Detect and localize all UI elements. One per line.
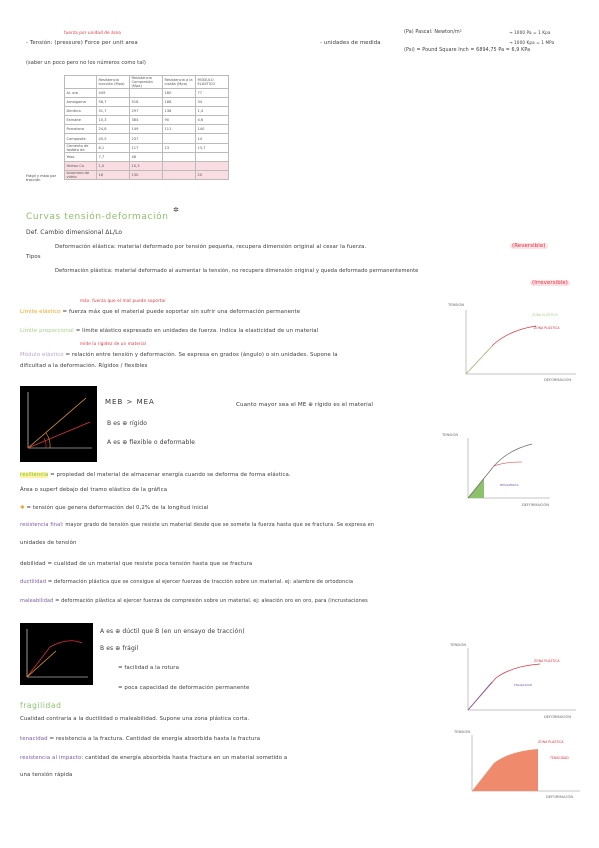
table-cell (130, 89, 163, 98)
deformacion-elastica: Deformación elástica: material deformado por tensión pequeña, recupera dimensión original al cesar la fuerza. (55, 244, 367, 250)
table-cell (196, 152, 229, 161)
table-cell: 149 (130, 125, 163, 134)
table-cell: 10,3 (97, 116, 130, 125)
table-cell: 130 (130, 170, 163, 179)
table-row (65, 143, 229, 152)
resistencia-impacto: resistencia al impacto: cantidad de energía absorbida hasta fractura en un material sometido a (20, 755, 288, 761)
maleabilidad: maleabilidad = deformación plástica al ejercer fuerzas de compresión sobre un material. ej: aleación oro en oro, para (incrustaciones (20, 598, 368, 604)
table-cell: 140 (196, 125, 229, 134)
limite-proporcional: Límite proporcional = límite elástico expresado en unidades de fuerza. Indica la elasticidad de un material (20, 328, 319, 334)
table-cell: Porcelana (65, 125, 97, 134)
debilidad: debilidad = cualidad de un material que resiste poca tensión hasta que se fractura (20, 561, 253, 567)
mide-note: mide la rigidez de un material (80, 341, 147, 346)
graph4-zona-plastica: ZONA PLÁSTICA (538, 740, 564, 744)
graph2-xlabel: DEFORMACIÓN (522, 503, 550, 507)
table-cell: 297 (130, 107, 163, 116)
a-flexible: A es ⊕ flexible o deformable (107, 439, 196, 446)
table-row (65, 98, 229, 107)
table-cell: 16 (97, 170, 130, 179)
curve-b (27, 651, 56, 677)
table-row (65, 134, 229, 143)
table-cell (163, 134, 196, 143)
table-cell: Composite (65, 134, 97, 143)
graph3-ylabel: TENSIÓN (450, 643, 467, 647)
table-cell (163, 170, 196, 179)
conversion-2: → 1000 Kpa = 1 MPa (509, 40, 555, 45)
resistencia-impacto-2: una tensión rápida (20, 772, 73, 778)
a-ductil: A es ⊕ dúctil que B (en un ensayo de tracción) (100, 628, 245, 635)
modulo-elastico: Módulo elástico = relación entre tensión y deformación. Se expresa en grados (ángulo) o sin unidades. Supone la (20, 352, 338, 358)
tension-genera: ✱ = tensión que genera deformación del 0,2% de la longitud inicial (20, 505, 209, 511)
facilidad-rotura: = facilidad a la rotura (118, 665, 180, 671)
table-cell: Dentina (65, 107, 97, 116)
table-row (65, 125, 229, 134)
table-cell: 56,7 (97, 98, 130, 107)
table-cell: 34 (196, 98, 229, 107)
tenacidad: tenacidad = resistencia a la fractura. Cantidad de energía absorbida hasta la fractura (20, 736, 261, 742)
table-cell: 180 (163, 89, 196, 98)
angle-diagram (20, 386, 97, 462)
table-row (65, 89, 229, 98)
table-cell: Yeso (65, 152, 97, 161)
units-psi: (Psi) = Pound Square Inch = 6894,75 Pa = 6,9 KPa (404, 48, 531, 53)
graph-resiliencia (442, 430, 592, 508)
table-cell: Amalgama (65, 98, 97, 107)
weight-note: (saber un poco pero no los números como tal) (26, 60, 146, 66)
table-cell: 111 (163, 125, 196, 134)
fragilidad-title: fragilidad (20, 701, 62, 710)
ductilidad: ductilidad = deformación plástica que se consigue al ejercer fuerzas de tracción sobre un material. ej: alambre de ortodoncia (20, 579, 354, 585)
table-header-cell (65, 76, 97, 89)
table-header-cell: Resistencia Compresión (Mpa) (130, 76, 163, 89)
graph1-xlabel: DEFORMACIÓN (544, 378, 572, 382)
table-cell: 48 (130, 152, 163, 161)
graph4-ylabel: TENSIÓN (454, 730, 471, 734)
graph2-resiliencia: RESILIENCIA (500, 483, 519, 487)
table-header-cell: MÓDULO ELÁSTICO (196, 76, 229, 89)
table-row (65, 107, 229, 116)
table-cell: Esmalte (65, 116, 97, 125)
resiliencia: resiliencia = propiedad del material de almacenar energía cuando se deforma de forma elástica. (20, 472, 291, 478)
meb-mea: MEB > MEA (105, 398, 155, 406)
table-cell: 90 (163, 116, 196, 125)
materials-table (64, 75, 229, 180)
graph1-zona-elastica: ZONA ELÁSTICA (532, 313, 558, 317)
table-cell: 188 (163, 98, 196, 107)
graph4-tenacidad: TENACIDAD (550, 756, 569, 760)
ductility-figure (20, 623, 93, 685)
table-cell: Cemento de fosfato de (65, 143, 97, 152)
graph-fragilidad (448, 640, 582, 724)
table-cell (196, 161, 229, 170)
table-cell: 1,4 (196, 107, 229, 116)
graph3-fragilidad: FRAGILIDAD (514, 683, 533, 687)
table-cell: 117 (130, 143, 163, 152)
ductility-diagram (20, 623, 93, 685)
table-cell: 8,1 (97, 143, 130, 152)
table-row (65, 170, 229, 179)
irreversible-badge: (Irreversible) (532, 280, 568, 286)
table-header-cell: Resistencia a la cizalla (Mpa) (163, 76, 196, 89)
table-side-note: Frágil y malo por tracción (26, 174, 57, 182)
table-cell: 51,7 (97, 107, 130, 116)
table-cell: 518 (130, 98, 163, 107)
cuanto-mayor: Cuanto mayor sea el ME ⊕ rígido es el material (236, 402, 374, 408)
doodle-icon: ✲ (173, 206, 179, 214)
table-cell: 4,6 (196, 116, 229, 125)
table-cell: 237 (130, 134, 163, 143)
graph4-xlabel: DEFORMACIÓN (546, 795, 574, 799)
resistencia-final-2: unidades de tensión (20, 540, 77, 546)
tension-definition: - Tensión: (pressure) Force per unit area (26, 40, 138, 46)
table-cell: 1,0 (97, 161, 130, 170)
curve-a (27, 641, 82, 677)
graph1-zona-plastica: ZONA PLÁSTICA (534, 326, 560, 330)
table-cell: Ionomero de vidrio (65, 170, 97, 179)
table-row (65, 116, 229, 125)
graph3-zona-plastica: ZONA PLÁSTICA (534, 659, 560, 663)
table-header-row (65, 76, 229, 89)
graph3-xlabel: DEFORMACIÓN (544, 715, 572, 719)
table-header-cell: Resistencia tracción (Mpa) (97, 76, 130, 89)
units-label: - unidades de medida (320, 40, 381, 46)
table-cell: 7,7 (97, 152, 130, 161)
resiliencia-area: Área o superf debajo del tramo elástico de la gráfica (20, 487, 168, 493)
table-cell (163, 152, 196, 161)
modulo-elastico-2: dificultad a la deformación. Rígidos / flexibles (20, 363, 148, 369)
graph1-ylabel: TENSIÓN (448, 303, 465, 307)
graph-tenacidad (452, 727, 586, 799)
fragilidad-def: Cualidad contraria a la ductilidad o maleabilidad. Supone una zona plástica corta. (20, 716, 250, 722)
table-cell: 24,8 (97, 125, 130, 134)
line-b (28, 398, 86, 448)
table-cell: 384 (130, 116, 163, 125)
tension-note: fuerza por unidad de área (64, 30, 121, 35)
table-cell: 449 (97, 89, 130, 98)
table-row (65, 152, 229, 161)
conversion-1: → 1000 Pa = 1 Kpa (509, 30, 551, 35)
section-title: Curvas tensión-deformación (26, 212, 169, 222)
table-cell: 13 (163, 143, 196, 152)
line-a (28, 422, 90, 448)
deformacion-plastica: Deformación plástica: material deformado al aumentar la tensión, no recupera dimensión original y queda deformado permanentemente (55, 268, 419, 274)
graph-zonas (448, 300, 582, 386)
tipos-label: Tipos (26, 254, 41, 260)
table-cell (163, 161, 196, 170)
table-cell: 14 (196, 134, 229, 143)
def-label: Def. Cambio dimensional ΔL/Lo (26, 229, 123, 236)
table-cell: 138 (163, 107, 196, 116)
table-cell: 45,5 (97, 134, 130, 143)
reversible-badge: (Reversible) (512, 243, 546, 249)
graph2-ylabel: TENSIÓN (442, 433, 459, 437)
resistencia-final: resistencia final: mayor grado de tensión que resiste un material desde que se somete la fuerza hasta que se fractura. Se expresa en (20, 522, 375, 528)
limite-elastico: Límite elástico = fuerza máx que el material puede soportar sin sufrir una deformación permanente (20, 309, 301, 315)
angle-figure (20, 386, 97, 462)
units-pa: (Pa) Pascal: Newton/m² (404, 30, 462, 35)
b-rigido: B es ⊕ rígido (107, 420, 148, 427)
table-cell: Hidrox Ca (65, 161, 97, 170)
max-note: máx. fuerza que el mat puede soportar (80, 298, 166, 303)
table-row (65, 161, 229, 170)
b-fragil: B es ⊕ frágil (100, 645, 139, 652)
table-cell: 20 (196, 170, 229, 179)
table-cell: Al. oro (65, 89, 97, 98)
table-cell: 10,3 (130, 161, 163, 170)
poca-capacidad: = poca capacidad de deformación permanente (118, 685, 250, 691)
table-cell: 77 (196, 89, 229, 98)
table-cell: 13,7 (196, 143, 229, 152)
